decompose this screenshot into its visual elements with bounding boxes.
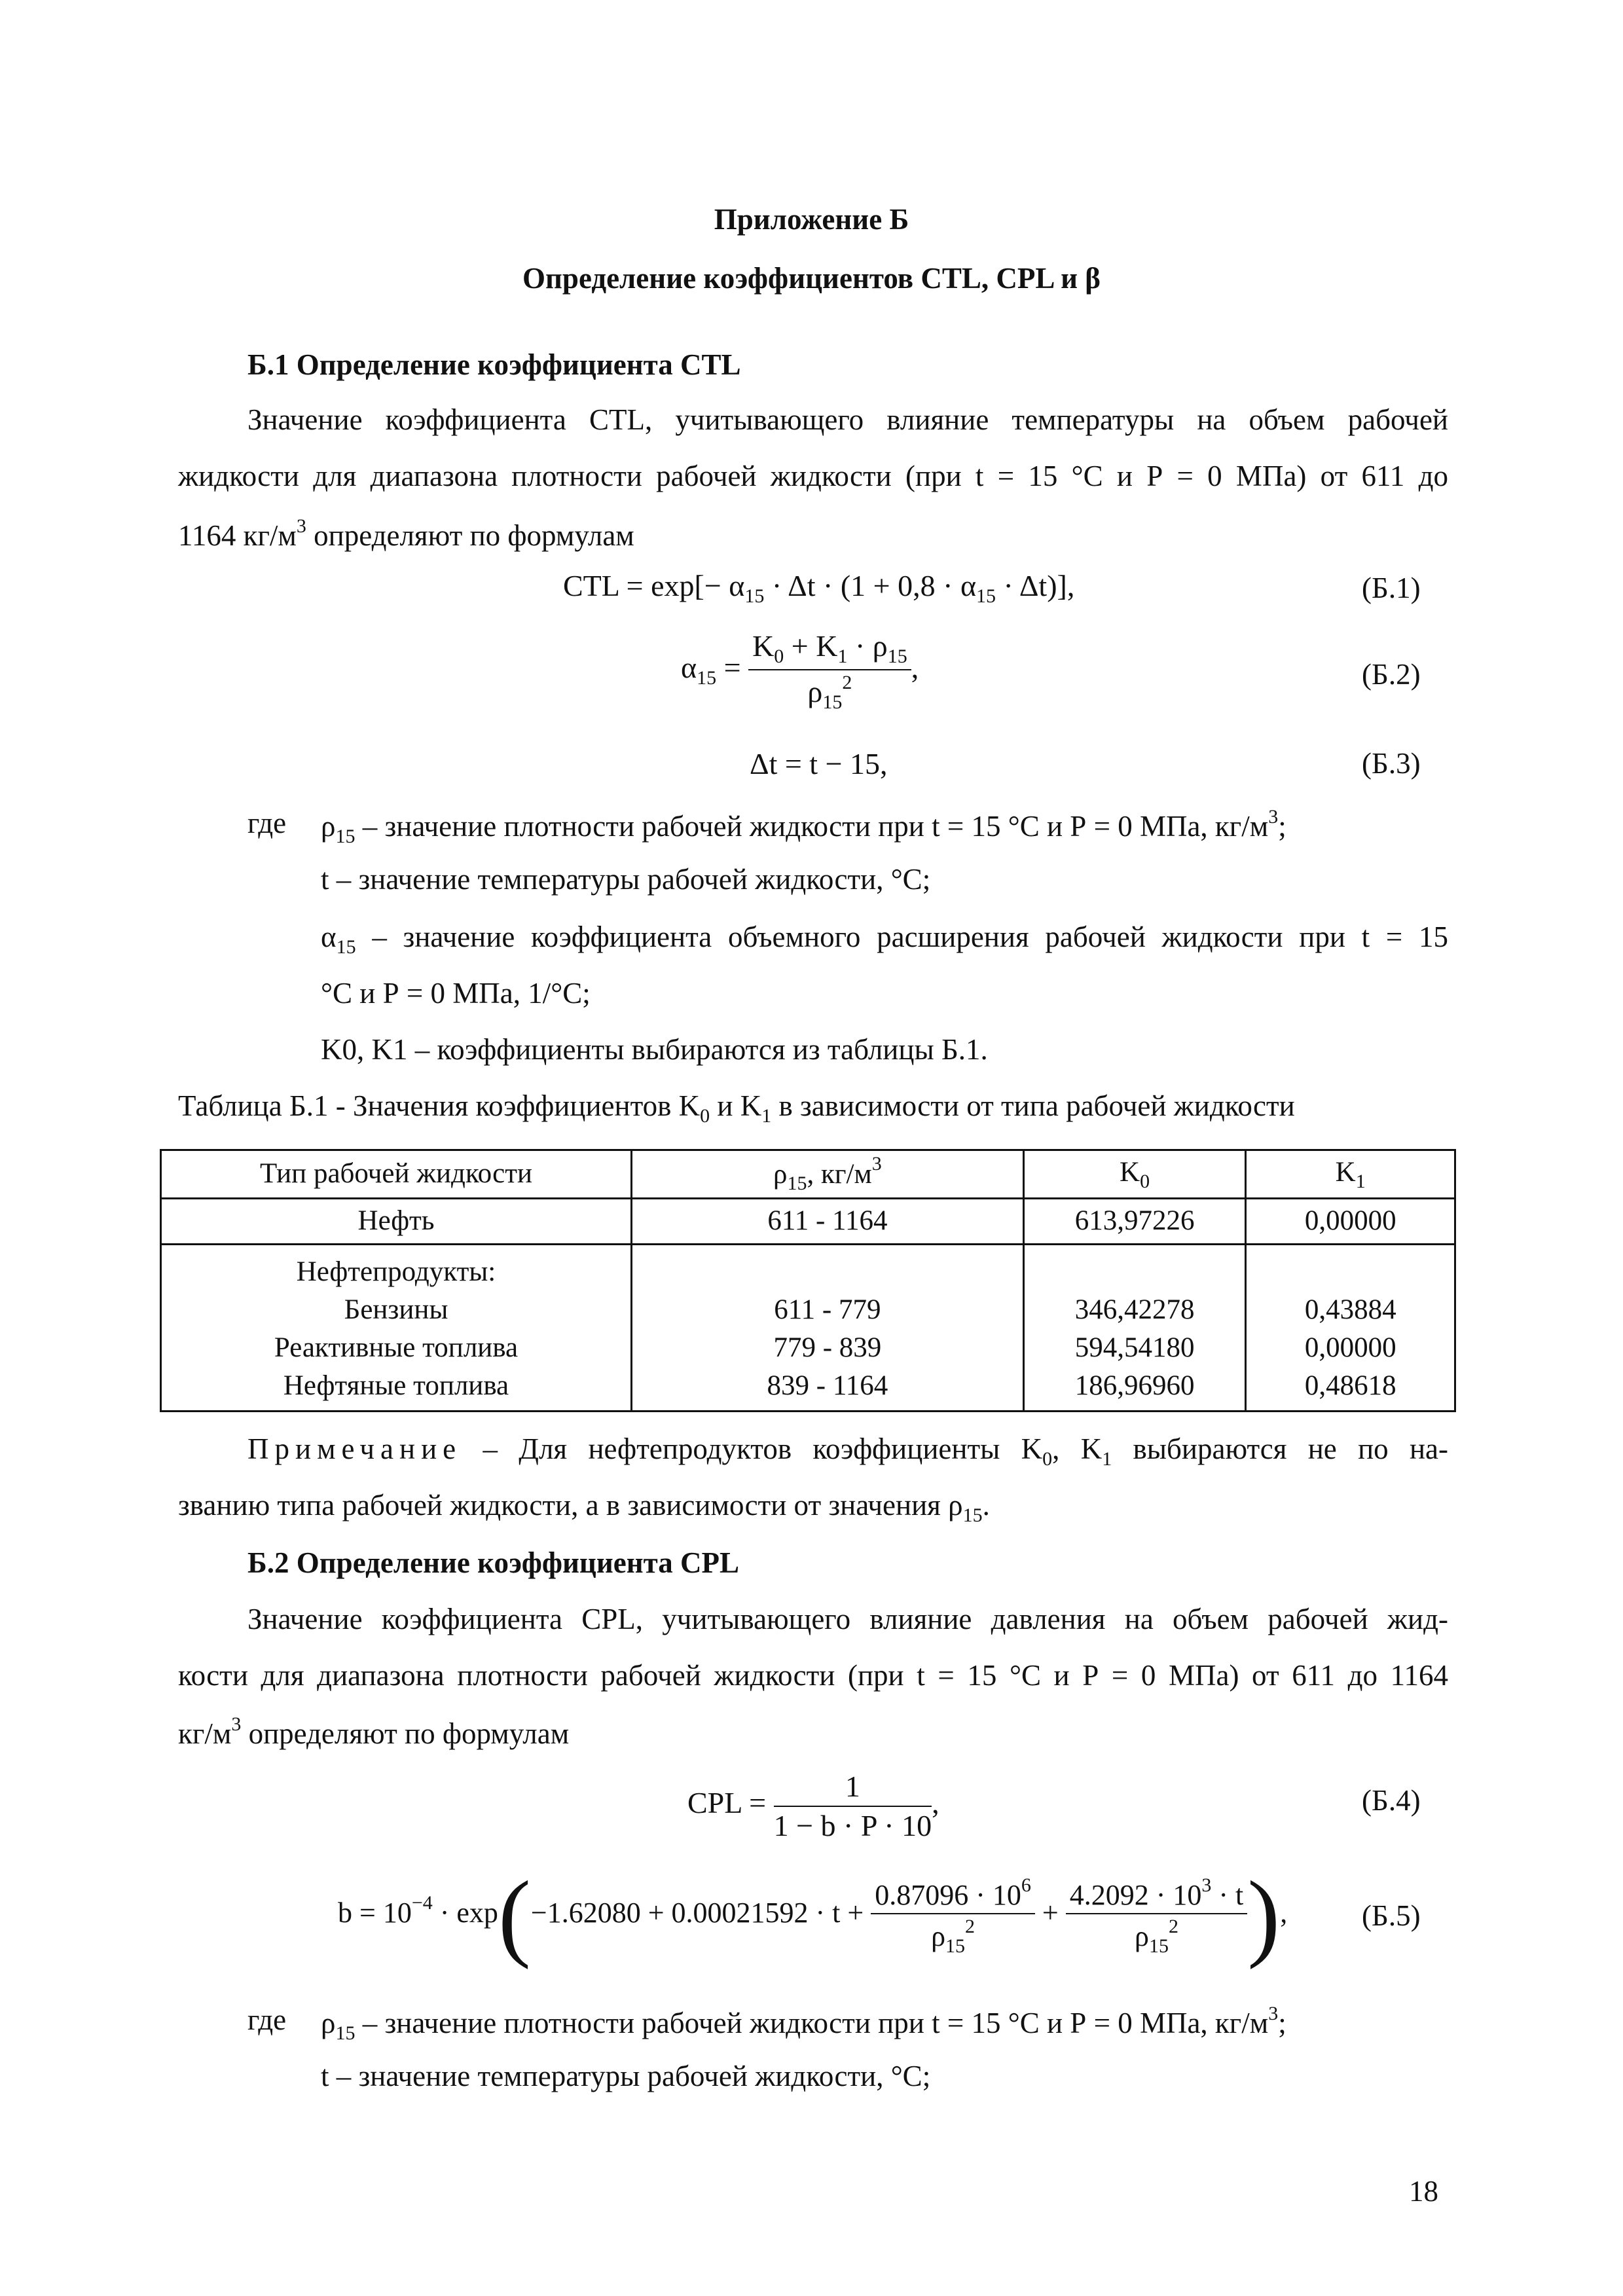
where-label-2: где — [247, 2003, 287, 2036]
cell-k0: 613,97226 — [1023, 1198, 1246, 1244]
header-fluid-type: Тип рабочей жидкости — [161, 1150, 632, 1199]
definition-rho15: $\rho_{15}$ – значение плотности рабочей жидкости при t = 15 °С и Р = 0 МПа, $кг/м^3$; — [321, 806, 1286, 847]
cell-rho: 839 - 1164 — [767, 1370, 888, 1401]
cell-k0: 186,96960 — [1074, 1370, 1195, 1401]
header-rho15: $\rho_{15}$, $кг/м^3$ — [632, 1150, 1024, 1199]
header-k1: $K_1$ — [1246, 1150, 1455, 1199]
right-paren: ) — [1247, 1861, 1281, 1970]
cell-k1-group — [1246, 1244, 1455, 1411]
cell-rho: 611 - 1164 — [632, 1198, 1024, 1244]
section-2-paragraph-line-1: Значение коэффициента CPL, учитывающего влияние давления на объем рабочей жид- — [247, 1603, 1448, 1635]
formula-b5: $b = 10^{-4} \cdot \exp(-1.62080 + 0.00021592 \cdot t$ + $\frac{0.87096 \cdot 10^6}{\rho_{15}^2}$ + $\frac{4.2092 \cdot 10^3 \cdot t}{\rho_{15}^2}$ ), — [338, 1861, 1288, 1970]
formula-b5-number: (Б.5) — [1362, 1899, 1421, 1932]
cell-type: Реактивные топлива — [274, 1332, 519, 1363]
cell-rho: 611 - 779 — [774, 1294, 881, 1325]
table-note-line-2: званию типа рабочей жидкости, а в зависимости от значения $\rho_{15}$. — [178, 1489, 990, 1526]
cell-k1: 0,43884 — [1304, 1294, 1396, 1325]
definition-rho15-2: $\rho_{15}$ – значение плотности рабочей жидкости при t = 15 °С и Р = 0 МПа, $кг/м^3$; — [321, 2003, 1286, 2044]
formula-b4: CPL = $\frac{1}{1 - b \cdot P \cdot 10}$ , — [687, 1768, 939, 1844]
formula-b1-number: (Б.1) — [1362, 572, 1421, 604]
cell-rho-group — [632, 1244, 1024, 1411]
formula-b1: CTL = $\exp[- \alpha_{15} \cdot \Delta t \cdot (1 + 0,8 \cdot \alpha_{15} \cdot \Delta t)]$, — [563, 569, 1075, 607]
left-paren: ( — [498, 1861, 531, 1970]
table-caption: Таблица Б.1 - Значения коэффициентов $K_0$ и $K_1$ в зависимости от типа рабочей жидкости — [178, 1089, 1295, 1127]
table-row — [161, 1198, 1455, 1244]
formula-b3-number: (Б.3) — [1362, 747, 1421, 780]
formula-b2-number: (Б.2) — [1362, 658, 1421, 691]
where-label-1: где — [247, 807, 287, 839]
appendix-title: Приложение Б — [714, 203, 909, 236]
definition-alpha15-continued: °С и Р = 0 МПа, 1/°С; — [321, 977, 591, 1010]
cell-k1: 0,00000 — [1304, 1332, 1396, 1363]
section-2-paragraph-line-2: кости для диапазона плотности рабочей жидкости (при t = 15 °С и Р = 0 МПа) от 611 до 1164 — [178, 1659, 1448, 1692]
cell-type: Нефть — [161, 1198, 632, 1244]
table-note-line-1: Примечание – Для нефтепродуктов коэффициенты $K_0$, $K_1$ выбираются не по на- — [247, 1432, 1448, 1470]
cell-type: Бензины — [344, 1294, 448, 1325]
group-label: Нефтепродукты: — [296, 1256, 496, 1287]
page-number: 18 — [1409, 2175, 1438, 2208]
formula-b2-fraction: $\frac{K_0 + K_1 \cdot \rho_{15}}{\rho_{15}^2}$ — [748, 627, 911, 714]
cell-k1: 0,00000 — [1246, 1198, 1455, 1244]
formula-b3: Δt = t − 15, — [750, 747, 888, 780]
table-header-row — [161, 1150, 1455, 1199]
formula-b4-number: (Б.4) — [1362, 1784, 1421, 1817]
section-1-heading: Б.1 Определение коэффициента CTL — [247, 348, 741, 381]
definition-alpha15: $\alpha_{15}$ – значение коэффициента объемного расширения рабочей жидкости при t = 15 — [321, 920, 1448, 958]
cell-k1: 0,48618 — [1304, 1370, 1396, 1401]
cell-type: Нефтяные топлива — [283, 1370, 509, 1401]
formula-b4-fraction: $\frac{1}{1 - b \cdot P \cdot 10}$ — [774, 1768, 932, 1844]
note-label: Примечание — [247, 1432, 462, 1465]
formula-b5-fraction-2: $\frac{4.2092 \cdot 10^3 \cdot t}{\rho_{15}^2}$ — [1066, 1873, 1248, 1959]
section-1-paragraph-line-3: 1164 $кг/м^3$ определяют по формулам — [178, 515, 634, 552]
definition-k0-k1: K0, K1 – коэффициенты выбираются из таблицы Б.1. — [321, 1033, 988, 1066]
table-row-petroleum-products — [161, 1244, 1455, 1411]
definition-t: t – значение температуры рабочей жидкости, °С; — [321, 863, 931, 896]
section-1-paragraph-line-2: жидкости для диапазона плотности рабочей жидкости (при t = 15 °С и Р = 0 МПа) от 611 до — [178, 460, 1448, 492]
cell-k0: 594,54180 — [1074, 1332, 1195, 1363]
formula-b5-fraction-1: $\frac{0.87096 \cdot 10^6}{\rho_{15}^2}$ — [871, 1873, 1035, 1959]
cell-rho: 779 - 839 — [773, 1332, 882, 1363]
section-1-paragraph-line-1: Значение коэффициента CTL, учитывающего влияние температуры на объем рабочей — [247, 403, 1448, 436]
appendix-subtitle: Определение коэффициентов CTL, CPL и β — [522, 262, 1101, 295]
cell-type-group — [161, 1244, 632, 1411]
header-k0: $K_0$ — [1023, 1150, 1246, 1199]
section-2-paragraph-line-3: $кг/м^3$ определяют по формулам — [178, 1713, 570, 1750]
coefficients-table — [160, 1149, 1456, 1412]
cell-k0: 346,42278 — [1074, 1294, 1195, 1325]
section-2-heading: Б.2 Определение коэффициента CPL — [247, 1546, 740, 1579]
formula-b2: $\alpha_{15}$ = $\frac{K_0 + K_1 \cdot \rho_{15}}{\rho_{15}^2}$ , — [681, 627, 919, 714]
definition-t-2: t – значение температуры рабочей жидкости, °С; — [321, 2060, 931, 2092]
cell-k0-group — [1023, 1244, 1246, 1411]
